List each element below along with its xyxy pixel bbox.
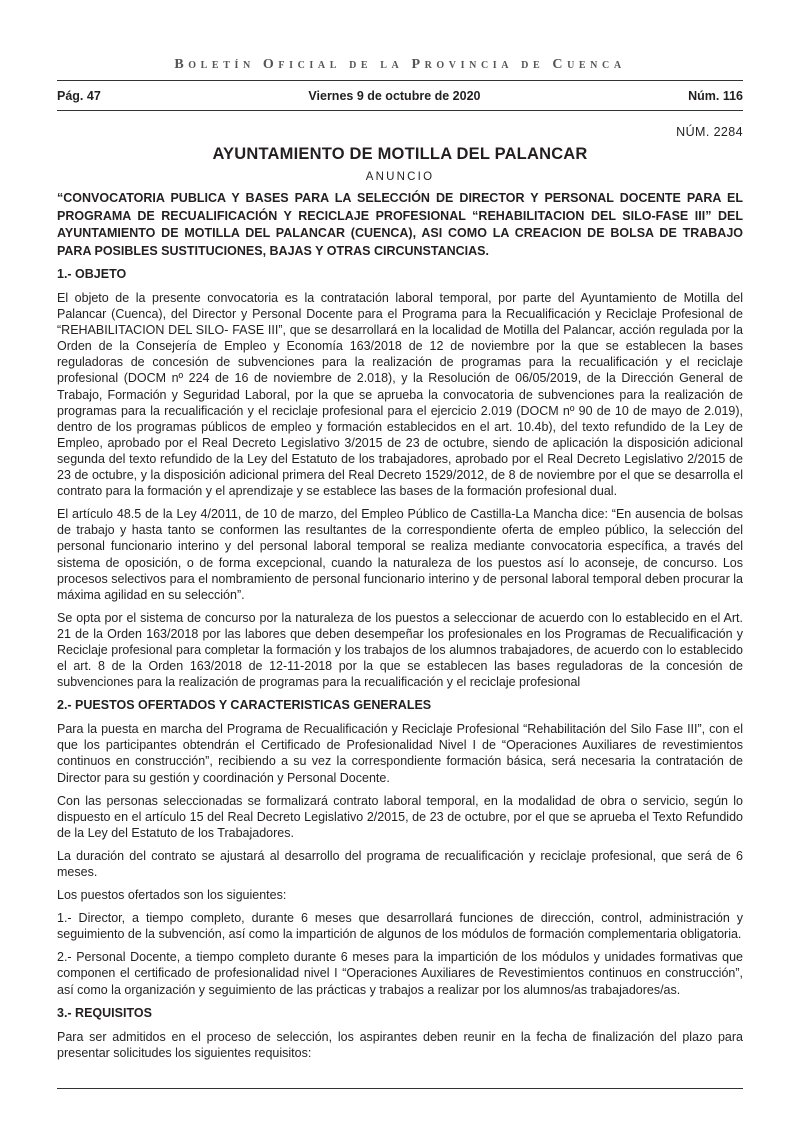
notice-title: “CONVOCATORIA PUBLICA Y BASES PARA LA SELECCIÓN DE DIRECTOR Y PERSONAL DOCENTE PARA EL PROGRAMA DE RECUALIFICACIÓN Y RECICLAJE PROFESIONAL “REHABILITACION DEL SILO-FASE III” DEL AYUNTAMIENTO DE MOTILLA DEL PALANCAR (CUENCA), ASI COMO LA CREACION DE BOLSA DE TRABAJO PARA POSIBLES SUSTITUCIONES, BAJAS Y OTRAS CIRCUNSTANCIAS. (57, 191, 743, 258)
list-item: 1.- Director, a tiempo completo, durante 6 meses que desarrollará funciones de dirección, control, administración y seguimiento de la subvención, así como la impartición de algunos de los módulos de formación complementaria obligatoria. (57, 911, 743, 942)
publication-date: Viernes 9 de octubre de 2020 (308, 89, 481, 103)
header-meta (57, 89, 743, 103)
page-number: Pág. 47 (57, 89, 101, 103)
header-rule (57, 80, 743, 81)
paragraph: Para la puesta en marcha del Programa de Recualificación y Reciclaje Profesional “Rehabilitación del Silo Fase III”, con el que los participantes obtendrán el Certificado de Profesionalidad Nivel I de “Operaciones Auxiliares de revestimientos continuos en construcción”, recibiendo a su vez la correspondiente formación básica, será necesaria la contratación de Director para su gestión y coordinación y Personal Docente. (57, 722, 743, 785)
paragraph: Con las personas seleccionadas se formalizará contrato laboral temporal, en la modalidad de obra o servicio, según lo dispuesto en el artículo 15 del Real Decreto Legislativo 2/2015, de 23 de octubre, por el que se aprueba el Texto Refundido de la Ley del Estatuto de los Trabajadores. (57, 793, 743, 840)
section-heading-puestos: 2.- PUESTOS OFERTADOS Y CARACTERISTICAS GENERALES (57, 698, 432, 713)
list-item: 2.- Personal Docente, a tiempo completo durante 6 meses para la impartición de los módulos y unidades formativas que componen el certificado de profesionalidad nivel I “Operaciones Auxiliares de Revestimientos continuos en construcción”, así como la organización y seguimiento de las prácticas y trabajos a realizar por los alumnos/as trabajadores/as. (57, 950, 743, 997)
bulletin-title: Boletín Oficial de la Provincia de Cuenca (174, 57, 626, 72)
paragraph: Para ser admitidos en el proceso de selección, los aspirantes deben reunir en la fecha de finalización del plazo para presentar solicitudes los siguientes requisitos: (57, 1029, 743, 1060)
section-heading-objeto: 1.- OBJETO (57, 267, 127, 281)
notice-type: ANUNCIO (365, 171, 435, 183)
meta-rule (57, 110, 743, 111)
paragraph: Los puestos ofertados son los siguientes: (57, 888, 287, 903)
section-heading-requisitos: 3.- REQUISITOS (57, 1005, 152, 1020)
entity-title: AYUNTAMIENTO DE MOTILLA DEL PALANCAR (212, 145, 588, 163)
issue-number: Núm. 116 (688, 89, 743, 103)
notice-number: NÚM. 2284 (676, 125, 743, 139)
paragraph: El artículo 48.5 de la Ley 4/2011, de 10 de marzo, del Empleo Público de Castilla-La Mancha dice: “En ausencia de bolsas de trabajo y hasta tanto se conformen las resultantes de la correspondiente oferta de empleo público, la selección del personal funcionario interino y del personal laboral temporal se realiza mediante convocatoria específica, a través del sistema de oposición, o de forma excepcional, cuando la naturaleza de los puestos así lo aconseje, de concurso. Los procesos selectivos para el nombramiento de personal funcionario interino y de personal laboral temporal deben procurar la máxima agilidad en su selección”. (57, 507, 743, 602)
paragraph: La duración del contrato se ajustará al desarrollo del programa de recualificación y reciclaje profesional, que será de 6 meses. (57, 848, 743, 879)
paragraph: Se opta por el sistema de concurso por la naturaleza de los puestos a seleccionar de acuerdo con lo establecido en el Art. 21 de la Orden 163/2018 por las labores que deben desempeñar los profesionales en los Programas de Recualificación y Reciclaje profesional para completar la formación y los trabajos de los alumnos trabajadores, de acuerdo con lo establecido el art. 8 de la Orden 163/2018 de 12-11-2018 por la que se establecen las bases reguladoras de la concesión de subvenciones para la realización de programas para la recualificación y el reciclaje profesional (57, 610, 743, 690)
notice-body (57, 125, 743, 1068)
footer-rule (57, 1088, 743, 1089)
paragraph: El objeto de la presente convocatoria es la contratación laboral temporal, por parte del Ayuntamiento de Motilla del Palancar (Cuenca), del Director y Personal Docente para el Programa para la Recualificación y Reciclaje Profesional de “REHABILITACION DEL SILO- FASE III”, que se desarrollará en la localidad de Motilla del Palancar, acción regulada por la Orden de la Consejería de Empleo y Economía 163/2018 de 12 de noviembre por la que se establecen la bases reguladoras de concesión de subvenciones para la realización de programas para la recualificación y el reciclaje profesional (DOCM nº 224 de 16 de noviembre de 2.018), y la Resolución de 06/05/2019, de la Dirección General de Trabajo, Formación y Seguridad Laboral, por la que se aprueba la convocatoria de subvenciones para la realización de programas para la recualificación y el reciclaje profesional para el ejercicio 2.019 (DOCM nº 90 de 10 de mayo de 2.019), dentro de los programas públicos de empleo y formación establecidos en el art. 10.4b), del texto refundido de la Ley de Empleo, aprobado por el Real Decreto Legislativo 3/2015 de 23 de octubre, siendo de aplicación la disposición adicional segunda del texto refundido de la Ley del Estatuto de los trabajadores, aprobado por el Real Decreto Legislativo 2/2015 de 23 de octubre, y la disposición adicional primera del Real Decreto 1529/2012, de 8 de noviembre por el que se desarrolla el contrato para la formación y el aprendizaje y se establece las bases de la formación profesional dual. (57, 291, 743, 499)
